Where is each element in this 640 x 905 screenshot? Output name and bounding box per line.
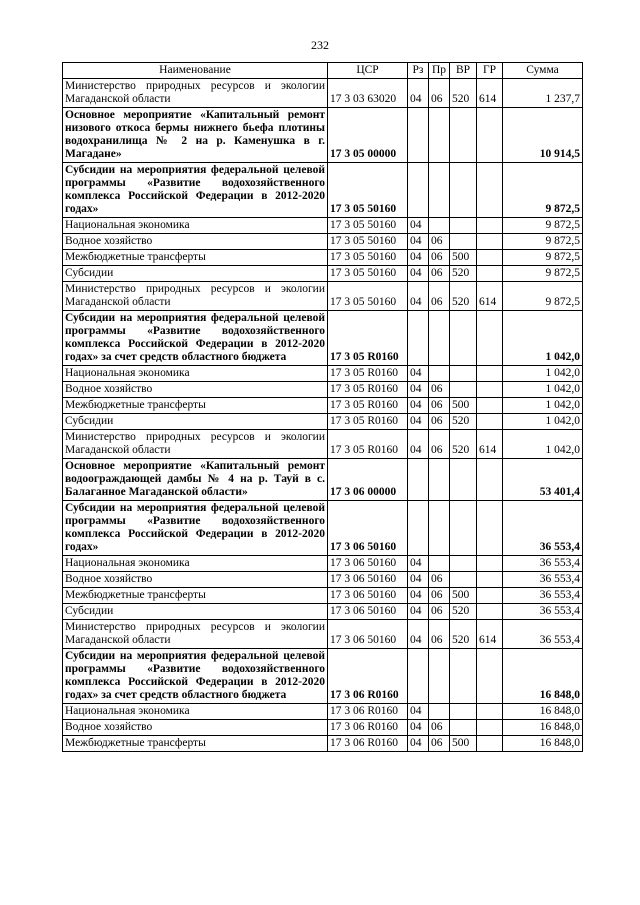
cell-gr: 614: [477, 282, 503, 311]
cell-name: Национальная экономика: [63, 218, 328, 234]
cell-gr: [477, 736, 503, 752]
cell-name: Субсидии: [63, 414, 328, 430]
table-row: [63, 79, 583, 108]
cell-pr: 06: [429, 430, 450, 459]
cell-rz: 04: [408, 556, 429, 572]
cell-csr: 17 3 05 R0160: [328, 414, 408, 430]
table-row: [63, 218, 583, 234]
table-row: [63, 649, 583, 704]
cell-name: Субсидии на мероприятия федеральной целевой программы «Развитие водохозяйственного комплекса Российской Федерации в 2012-2020 годах»: [63, 163, 328, 218]
cell-csr: 17 3 06 50160: [328, 620, 408, 649]
cell-vr: [450, 311, 477, 366]
cell-sum: 36 553,4: [503, 588, 583, 604]
table-row: [63, 250, 583, 266]
cell-csr: 17 3 05 R0160: [328, 366, 408, 382]
cell-name: Водное хозяйство: [63, 720, 328, 736]
cell-name: Межбюджетные трансферты: [63, 398, 328, 414]
cell-rz: [408, 311, 429, 366]
cell-csr: 17 3 06 50160: [328, 604, 408, 620]
cell-rz: 04: [408, 366, 429, 382]
cell-csr: 17 3 06 R0160: [328, 704, 408, 720]
cell-csr: 17 3 05 R0160: [328, 382, 408, 398]
cell-sum: 9 872,5: [503, 250, 583, 266]
header-sum: Сумма: [503, 63, 583, 79]
cell-csr: 17 3 06 R0160: [328, 736, 408, 752]
cell-rz: [408, 501, 429, 556]
cell-rz: 04: [408, 704, 429, 720]
table-row: [63, 266, 583, 282]
cell-sum: 16 848,0: [503, 704, 583, 720]
table-row: [63, 604, 583, 620]
cell-sum: 1 042,0: [503, 398, 583, 414]
cell-pr: [429, 311, 450, 366]
cell-gr: [477, 218, 503, 234]
table-row: [63, 736, 583, 752]
cell-gr: [477, 266, 503, 282]
cell-sum: 1 042,0: [503, 414, 583, 430]
table-row: [63, 572, 583, 588]
cell-name: Министерство природных ресурсов и экологии Магаданской области: [63, 282, 328, 311]
cell-csr: 17 3 03 63020: [328, 79, 408, 108]
cell-csr: 17 3 06 50160: [328, 501, 408, 556]
cell-pr: 06: [429, 588, 450, 604]
cell-sum: 1 042,0: [503, 366, 583, 382]
table-row: [63, 234, 583, 250]
cell-name: Субсидии на мероприятия федеральной целевой программы «Развитие водохозяйственного комплекса Российской Федерации в 2012-2020 годах» за счет средств областного бюджета: [63, 649, 328, 704]
cell-sum: 1 237,7: [503, 79, 583, 108]
cell-pr: 06: [429, 414, 450, 430]
cell-name: Основное мероприятие «Капитальный ремонт низового откоса бермы нижнего бьефа плотины водохранилища № 2 на р. Каменушка в г. Магадане»: [63, 108, 328, 163]
cell-vr: 520: [450, 266, 477, 282]
cell-gr: [477, 398, 503, 414]
cell-rz: 04: [408, 604, 429, 620]
cell-name: Основное мероприятие «Капитальный ремонт водоограждающей дамбы № 4 на р. Тауй в с. Балаганное Магаданской области»: [63, 459, 328, 501]
cell-vr: [450, 366, 477, 382]
cell-sum: 36 553,4: [503, 604, 583, 620]
cell-name: Межбюджетные трансферты: [63, 250, 328, 266]
budget-table: [62, 62, 583, 752]
cell-csr: 17 3 05 R0160: [328, 398, 408, 414]
cell-gr: [477, 556, 503, 572]
cell-rz: 04: [408, 588, 429, 604]
cell-pr: 06: [429, 398, 450, 414]
cell-vr: [450, 720, 477, 736]
cell-gr: 614: [477, 79, 503, 108]
cell-name: Субсидии на мероприятия федеральной целевой программы «Развитие водохозяйственного комплекса Российской Федерации в 2012-2020 годах»: [63, 501, 328, 556]
cell-name: Водное хозяйство: [63, 234, 328, 250]
cell-rz: 04: [408, 234, 429, 250]
cell-csr: 17 3 05 R0160: [328, 311, 408, 366]
cell-vr: [450, 572, 477, 588]
cell-csr: 17 3 05 50160: [328, 282, 408, 311]
cell-pr: [429, 501, 450, 556]
table-row: [63, 414, 583, 430]
cell-pr: [429, 366, 450, 382]
cell-gr: [477, 588, 503, 604]
cell-vr: [450, 218, 477, 234]
cell-sum: 10 914,5: [503, 108, 583, 163]
cell-gr: [477, 720, 503, 736]
cell-vr: [450, 382, 477, 398]
header-gr: ГР: [477, 63, 503, 79]
cell-csr: 17 3 06 50160: [328, 572, 408, 588]
cell-gr: [477, 704, 503, 720]
cell-name: Министерство природных ресурсов и экологии Магаданской области: [63, 620, 328, 649]
table-row: [63, 620, 583, 649]
cell-pr: 06: [429, 250, 450, 266]
cell-vr: 520: [450, 620, 477, 649]
cell-sum: 36 553,4: [503, 556, 583, 572]
cell-csr: 17 3 06 R0160: [328, 720, 408, 736]
table-row: [63, 720, 583, 736]
cell-name: Национальная экономика: [63, 366, 328, 382]
cell-vr: [450, 556, 477, 572]
cell-gr: [477, 366, 503, 382]
cell-vr: 500: [450, 250, 477, 266]
cell-gr: 614: [477, 430, 503, 459]
header-pr: Пр: [429, 63, 450, 79]
cell-csr: 17 3 06 00000: [328, 459, 408, 501]
cell-vr: 500: [450, 588, 477, 604]
cell-gr: [477, 501, 503, 556]
cell-pr: [429, 459, 450, 501]
cell-sum: 16 848,0: [503, 720, 583, 736]
cell-pr: 06: [429, 720, 450, 736]
cell-name: Водное хозяйство: [63, 382, 328, 398]
cell-rz: 04: [408, 266, 429, 282]
cell-pr: 06: [429, 620, 450, 649]
cell-csr: 17 3 05 50160: [328, 234, 408, 250]
cell-pr: [429, 108, 450, 163]
cell-vr: [450, 459, 477, 501]
table-row: [63, 282, 583, 311]
cell-sum: 53 401,4: [503, 459, 583, 501]
cell-rz: 04: [408, 620, 429, 649]
cell-rz: 04: [408, 282, 429, 311]
cell-sum: 9 872,5: [503, 282, 583, 311]
cell-vr: 500: [450, 736, 477, 752]
cell-sum: 9 872,5: [503, 163, 583, 218]
cell-vr: 520: [450, 430, 477, 459]
table-header-row: [63, 63, 583, 79]
cell-gr: [477, 459, 503, 501]
cell-gr: [477, 311, 503, 366]
cell-csr: 17 3 06 50160: [328, 588, 408, 604]
cell-sum: 36 553,4: [503, 620, 583, 649]
cell-pr: [429, 218, 450, 234]
table-row: [63, 556, 583, 572]
cell-csr: 17 3 05 50160: [328, 218, 408, 234]
cell-name: Субсидии: [63, 604, 328, 620]
table-row: [63, 459, 583, 501]
table-row: [63, 704, 583, 720]
header-name: Наименование: [63, 63, 328, 79]
cell-gr: [477, 414, 503, 430]
cell-pr: [429, 163, 450, 218]
cell-gr: [477, 250, 503, 266]
cell-vr: 520: [450, 282, 477, 311]
cell-pr: 06: [429, 79, 450, 108]
cell-gr: [477, 649, 503, 704]
table-row: [63, 366, 583, 382]
cell-sum: 16 848,0: [503, 649, 583, 704]
cell-sum: 1 042,0: [503, 382, 583, 398]
cell-pr: [429, 649, 450, 704]
header-vr: ВР: [450, 63, 477, 79]
cell-sum: 9 872,5: [503, 266, 583, 282]
table-row: [63, 163, 583, 218]
cell-gr: [477, 163, 503, 218]
cell-sum: 9 872,5: [503, 234, 583, 250]
cell-sum: 36 553,4: [503, 501, 583, 556]
cell-vr: 500: [450, 398, 477, 414]
cell-gr: [477, 234, 503, 250]
table-row: [63, 501, 583, 556]
cell-vr: [450, 704, 477, 720]
table-row: [63, 398, 583, 414]
cell-csr: 17 3 05 00000: [328, 108, 408, 163]
cell-rz: 04: [408, 720, 429, 736]
cell-pr: 06: [429, 266, 450, 282]
cell-gr: [477, 108, 503, 163]
cell-rz: [408, 163, 429, 218]
cell-csr: 17 3 05 50160: [328, 266, 408, 282]
cell-name: Министерство природных ресурсов и экологии Магаданской области: [63, 79, 328, 108]
cell-csr: 17 3 05 R0160: [328, 430, 408, 459]
cell-vr: 520: [450, 79, 477, 108]
table-row: [63, 430, 583, 459]
page-number: 232: [311, 38, 329, 52]
cell-vr: [450, 649, 477, 704]
cell-rz: [408, 649, 429, 704]
cell-sum: 36 553,4: [503, 572, 583, 588]
cell-vr: 520: [450, 604, 477, 620]
cell-rz: 04: [408, 382, 429, 398]
cell-name: Субсидии: [63, 266, 328, 282]
cell-rz: 04: [408, 414, 429, 430]
cell-gr: [477, 572, 503, 588]
cell-pr: [429, 704, 450, 720]
cell-csr: 17 3 06 R0160: [328, 649, 408, 704]
cell-name: Министерство природных ресурсов и экологии Магаданской области: [63, 430, 328, 459]
cell-sum: 1 042,0: [503, 311, 583, 366]
cell-csr: 17 3 05 50160: [328, 250, 408, 266]
cell-rz: [408, 459, 429, 501]
cell-vr: [450, 234, 477, 250]
cell-name: Национальная экономика: [63, 556, 328, 572]
cell-gr: 614: [477, 620, 503, 649]
cell-sum: 16 848,0: [503, 736, 583, 752]
cell-vr: [450, 501, 477, 556]
cell-pr: 06: [429, 382, 450, 398]
table-row: [63, 108, 583, 163]
table-row: [63, 382, 583, 398]
cell-name: Водное хозяйство: [63, 572, 328, 588]
cell-rz: 04: [408, 250, 429, 266]
table-row: [63, 588, 583, 604]
cell-pr: 06: [429, 736, 450, 752]
cell-rz: 04: [408, 79, 429, 108]
cell-name: Национальная экономика: [63, 704, 328, 720]
cell-vr: [450, 108, 477, 163]
cell-rz: 04: [408, 430, 429, 459]
cell-csr: 17 3 05 50160: [328, 163, 408, 218]
table-body: [63, 79, 583, 752]
cell-name: Межбюджетные трансферты: [63, 736, 328, 752]
cell-pr: 06: [429, 572, 450, 588]
cell-pr: 06: [429, 282, 450, 311]
cell-sum: 9 872,5: [503, 218, 583, 234]
cell-rz: 04: [408, 398, 429, 414]
cell-rz: 04: [408, 572, 429, 588]
cell-vr: 520: [450, 414, 477, 430]
cell-pr: 06: [429, 604, 450, 620]
table-row: [63, 311, 583, 366]
cell-name: Межбюджетные трансферты: [63, 588, 328, 604]
cell-csr: 17 3 06 50160: [328, 556, 408, 572]
cell-rz: 04: [408, 218, 429, 234]
header-csr: ЦСР: [328, 63, 408, 79]
cell-gr: [477, 382, 503, 398]
cell-pr: 06: [429, 234, 450, 250]
cell-rz: [408, 108, 429, 163]
cell-vr: [450, 163, 477, 218]
cell-gr: [477, 604, 503, 620]
cell-name: Субсидии на мероприятия федеральной целевой программы «Развитие водохозяйственного комплекса Российской Федерации в 2012-2020 годах» за счет средств областного бюджета: [63, 311, 328, 366]
cell-rz: 04: [408, 736, 429, 752]
header-rz: Рз: [408, 63, 429, 79]
cell-sum: 1 042,0: [503, 430, 583, 459]
cell-pr: [429, 556, 450, 572]
